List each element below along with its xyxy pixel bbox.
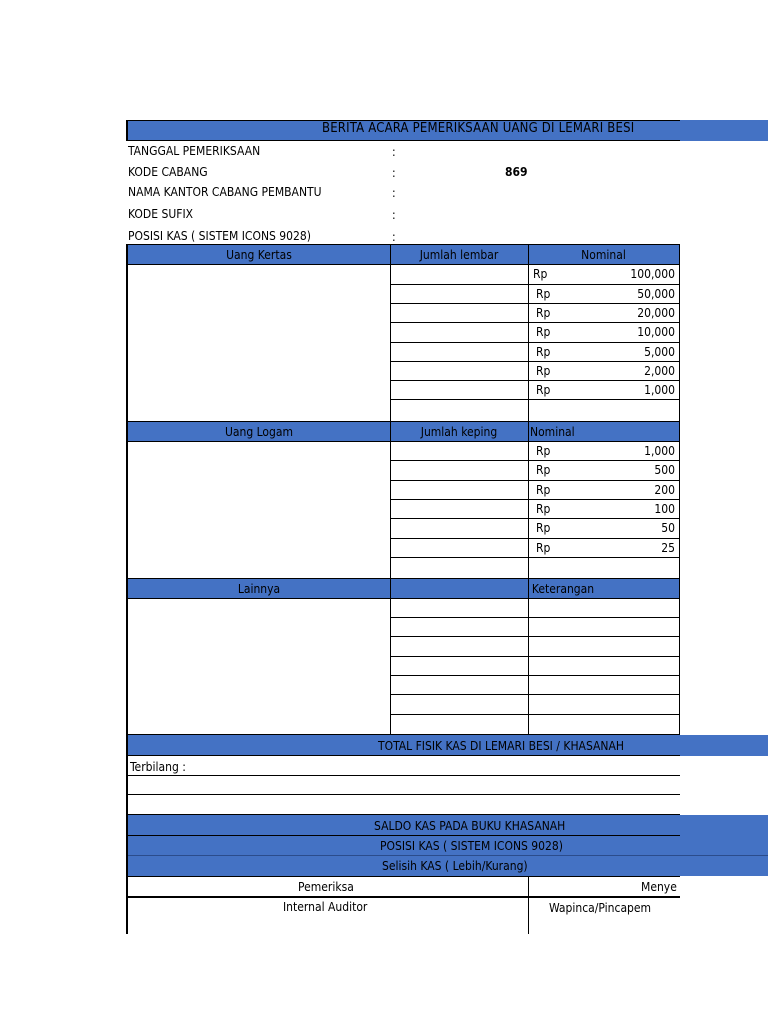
field-colon-posisi-kas: : <box>392 230 396 244</box>
field-label-kode-cabang: KODE CABANG <box>128 165 208 179</box>
kertas-nominal: 1,000 <box>644 383 675 397</box>
logam-currency: Rp <box>536 502 551 516</box>
kertas-currency: Rp <box>536 383 551 397</box>
logam-currency: Rp <box>536 463 551 477</box>
total-fisik-kas: TOTAL FISIK KAS DI LEMARI BESI / KHASANAH <box>378 739 624 753</box>
logam-nominal: 50 <box>661 521 675 535</box>
field-colon-nama-kcp: : <box>392 186 396 200</box>
field-label-nama-kcp: NAMA KANTOR CABANG PEMBANTU <box>128 185 322 199</box>
jumlah-keping-label: Jumlah keping <box>420 425 498 439</box>
uang-logam-label: Uang Logam <box>224 425 294 439</box>
selisih-kas-label: Selisih KAS ( Lebih/Kurang) <box>382 859 528 873</box>
terbilang-label: Terbilang : <box>130 760 186 774</box>
saldo-block-side <box>680 815 768 855</box>
kertas-currency: Rp <box>536 287 551 301</box>
kertas-nominal: 5,000 <box>644 345 675 359</box>
field-label-kode-sufix: KODE SUFIX <box>128 207 194 221</box>
menyetujui-label: Menye <box>641 880 677 894</box>
logam-currency: Rp <box>536 541 551 555</box>
kertas-currency: Rp <box>533 267 548 281</box>
keterangan-label: Keterangan <box>531 582 595 596</box>
field-colon-kode-sufix: : <box>392 208 396 222</box>
kertas-currency: Rp <box>536 364 551 378</box>
nominal-label-kertas: Nominal <box>581 248 626 262</box>
kertas-currency: Rp <box>536 325 551 339</box>
kertas-currency: Rp <box>536 345 551 359</box>
logam-nominal: 500 <box>654 463 675 477</box>
kertas-nominal: 20,000 <box>637 306 675 320</box>
page-title: BERITA ACARA PEMERIKSAAN UANG DI LEMARI BESI <box>322 121 635 136</box>
kertas-nominal: 2,000 <box>644 364 675 378</box>
kertas-nominal: 100,000 <box>630 267 675 281</box>
kertas-currency: Rp <box>536 306 551 320</box>
kertas-nominal: 50,000 <box>637 287 675 301</box>
logam-nominal: 25 <box>661 541 675 555</box>
logam-nominal: 1,000 <box>644 444 675 458</box>
uang-kertas-label: Uang Kertas <box>226 248 292 262</box>
lainnya-label: Lainnya <box>237 582 281 596</box>
field-colon-tanggal: : <box>392 145 396 159</box>
nominal-label-logam: Nominal <box>530 425 575 439</box>
logam-currency: Rp <box>536 444 551 458</box>
field-value-kode-cabang: 869 <box>505 165 528 179</box>
logam-nominal: 200 <box>654 483 675 497</box>
wapinca-label: Wapinca/Pincapem <box>549 901 652 915</box>
pemeriksa-label: Pemeriksa <box>298 880 354 894</box>
internal-auditor-label: Internal Auditor <box>283 900 368 914</box>
logam-currency: Rp <box>536 521 551 535</box>
jumlah-lembar-label: Jumlah lembar <box>419 248 499 262</box>
field-label-posisi-kas: POSISI KAS ( SISTEM ICONS 9028) <box>128 229 311 243</box>
field-colon-kode-cabang: : <box>392 166 396 180</box>
posisi-kas-label: POSISI KAS ( SISTEM ICONS 9028) <box>380 839 563 853</box>
saldo-kas-label: SALDO KAS PADA BUKU KHASANAH <box>374 819 566 833</box>
kertas-nominal: 10,000 <box>637 325 675 339</box>
logam-nominal: 100 <box>654 502 675 516</box>
logam-currency: Rp <box>536 483 551 497</box>
field-label-tanggal: TANGGAL PEMERIKSAAN <box>128 144 261 158</box>
